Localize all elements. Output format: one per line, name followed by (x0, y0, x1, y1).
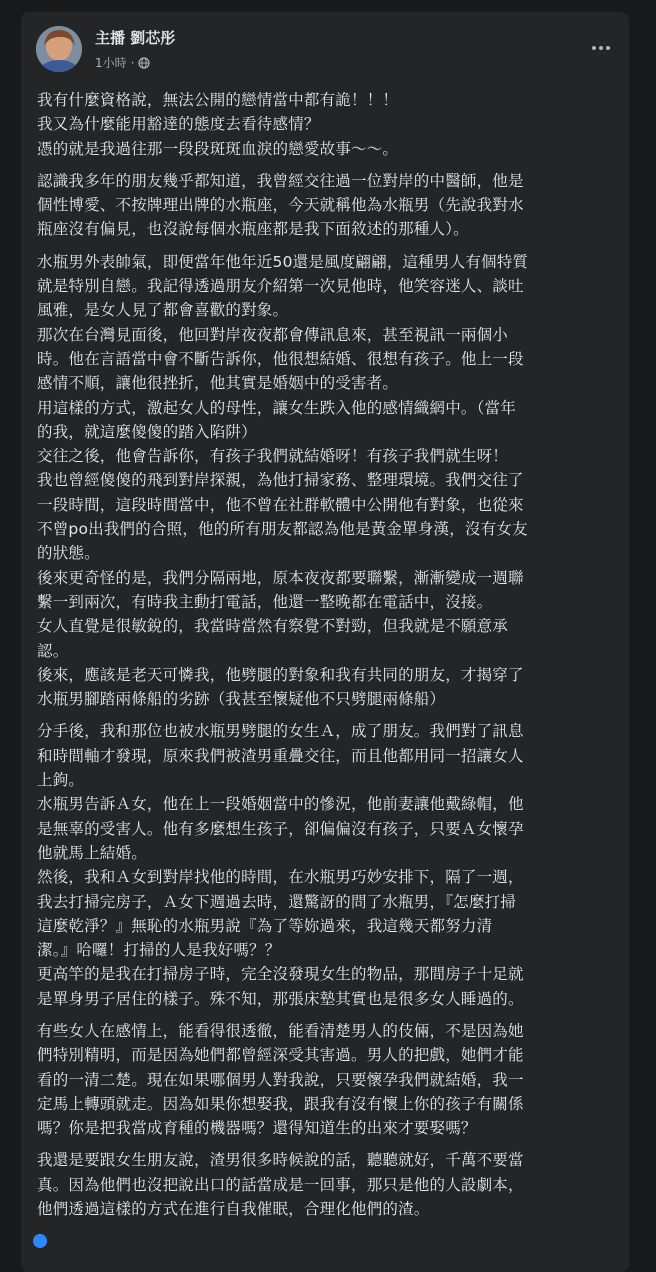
post-time[interactable]: 1小時 (95, 56, 127, 70)
post-line: 然後，我和Ａ女到對岸找他的時間，在水瓶男巧妙安排下，隔了一週， (37, 868, 524, 887)
post-line: 定馬上轉頭就走。因為如果你想娶我，跟我有沒有懷上你的孩子有關係 (37, 1094, 524, 1113)
post-line: 不曾po出我們的合照，他的所有朋友都認為他是黃金單身漢，沒有女友 (37, 520, 528, 539)
post-line: 這麼乾淨？』無恥的水瓶男說『為了等妳過來，我這幾天都努力清 (37, 916, 493, 935)
more-options-icon[interactable] (587, 34, 615, 62)
post-card (21, 12, 629, 1272)
post-line: 嗎？你是把我當成育種的機器嗎？還得知道生的出來才要娶嗎？ (37, 1119, 477, 1138)
post-line: 時。他在言語當中會不斷告訴你，他很想結婚、很想有孩子。他上一段 (37, 349, 524, 368)
post-line: 更高竿的是我在打掃房子時，完全沒發現女生的物品，那間房子十足就 (37, 965, 524, 984)
post-line: 和時間軸才發現，原來我們被渣男重疊交往，而且他都用同一招讓女人 (37, 746, 524, 765)
post-line: 女人直覺是很敏銳的，我當時當然有察覺不對勁，但我就是不願意承 (37, 617, 509, 636)
separator-dot: · (130, 55, 135, 70)
post-paragraph (37, 1148, 613, 1221)
post-line: 我也曾經傻傻的飛到對岸探親，為他打掃家務、整理環境。我們交往了 (37, 471, 524, 490)
post-line: 交往之後，他會告訴你，有孩子我們就結婚呀！有孩子我們就生呀！ (37, 447, 509, 466)
post-line: 繫一到兩次，有時我主動打電話，他還一整晚都在電話中，沒接。 (37, 592, 493, 611)
post-line: 我有什麼資格說，無法公開的戀情當中都有詭！！！ (37, 91, 399, 109)
post-line: 憑的就是我過往那一段段斑斑血淚的戀愛故事～～。 (37, 139, 399, 158)
post-line: 水瓶男告訴Ａ女，他在上一段婚姻當中的慘況，他前妻讓他戴綠帽，他 (37, 795, 524, 814)
post-line: 個性博愛、不按牌理出牌的水瓶座，今天就稱他為水瓶男（先說我對水 (37, 196, 524, 215)
post-line: 認。 (37, 641, 69, 660)
post-line: 有些女人在感情上，能看得很透徹，能看清楚男人的伎倆，不是因為她 (37, 1021, 524, 1040)
post-line: 他們透過這樣的方式在進行自我催眠，合理化他們的渣。 (37, 1200, 430, 1219)
post-line: 我去打掃完房子，Ａ女下週過去時，還驚訝的問了水瓶男，『怎麼打掃 (37, 892, 516, 911)
post-line: 感情不順，讓他很挫折，他其實是婚姻中的受害者。 (37, 374, 399, 393)
post-text (37, 88, 613, 1229)
post-paragraph (37, 250, 613, 712)
post-meta (95, 54, 150, 71)
post-paragraph (37, 1019, 613, 1140)
post-paragraph (37, 719, 613, 1011)
post-line: 的我，就這麼傻傻的踏入陷阱） (37, 422, 257, 441)
post-line: 們特別精明，而是因為她們都曾經深受其害過。男人的把戲，她們才能 (37, 1046, 524, 1065)
post-line: 我還是要跟女生朋友說，渣男很多時候說的話，聽聽就好，千萬不要當 (37, 1151, 524, 1170)
post-line: 真。因為他們也沒把說出口的話當成是一回事，那只是他的人設劇本， (37, 1175, 524, 1194)
post-line: 是無辜的受害人。他有多麼想生孩子，卻偏偏沒有孩子，只要Ａ女懷孕 (37, 819, 524, 838)
post-line: 是單身男子居住的樣子。殊不知，那張床墊其實也是很多女人睡過的。 (37, 989, 524, 1008)
post-line: 後來更奇怪的是，我們分隔兩地，原本夜夜都要聯繫，漸漸變成一週聯 (37, 568, 524, 587)
post-line: 風雅，是女人見了都會喜歡的對象。 (37, 301, 289, 320)
post-line: 水瓶男腳踏兩條船的劣跡（我甚至懷疑他不只劈腿兩條船） (37, 690, 446, 709)
author-name[interactable]: 主播 劉芯彤 (95, 29, 176, 47)
post-line: 看的一清二楚。現在如果哪個男人對我說，只要懷孕我們就結婚，我一 (37, 1070, 524, 1089)
post-line: 一段時間，這段時間當中，他不曾在社群軟體中公開他有對象，也從來 (37, 495, 524, 514)
avatar[interactable] (36, 26, 82, 72)
globe-icon (138, 57, 150, 69)
post-line: 我又為什麼能用豁達的態度去看待感情？ (37, 115, 320, 134)
post-line: 用這樣的方式，激起女人的母性，讓女生跌入他的感情織網中。（當年 (37, 398, 516, 417)
post-line: 那次在台灣見面後，他回對岸夜夜都會傳訊息來，甚至視訊一兩個小 (37, 325, 509, 344)
post-line: 認識我多年的朋友幾乎都知道，我曾經交往過一位對岸的中醫師，他是 (37, 171, 524, 190)
like-reaction-icon[interactable] (33, 1234, 47, 1248)
post-line: 他就馬上結婚。 (37, 843, 147, 862)
post-paragraph (37, 169, 613, 242)
post-header (21, 12, 629, 82)
post-line: 的狀態。 (37, 544, 100, 563)
post-line: 分手後，我和那位也被水瓶男劈腿的女生Ａ，成了朋友。我們對了訊息 (37, 722, 524, 741)
post-paragraph (37, 88, 613, 161)
post-line: 潔。』哈囉！打掃的人是我好嗎？？ (37, 941, 281, 960)
post-line: 上鉤。 (37, 771, 85, 790)
post-line: 水瓶男外表帥氣，即便當年他年近50還是風度翩翩，這種男人有個特質 (37, 252, 529, 271)
post-line: 後來，應該是老天可憐我，他劈腿的對象和我有共同的朋友，才揭穿了 (37, 665, 524, 684)
post-line: 就是特別自戀。我記得透過朋友介紹第一次見他時，他笑容迷人、談吐 (37, 277, 524, 296)
post-line: 瓶座沒有偏見，也沒說每個水瓶座都是我下面敘述的那種人）。 (37, 220, 469, 239)
